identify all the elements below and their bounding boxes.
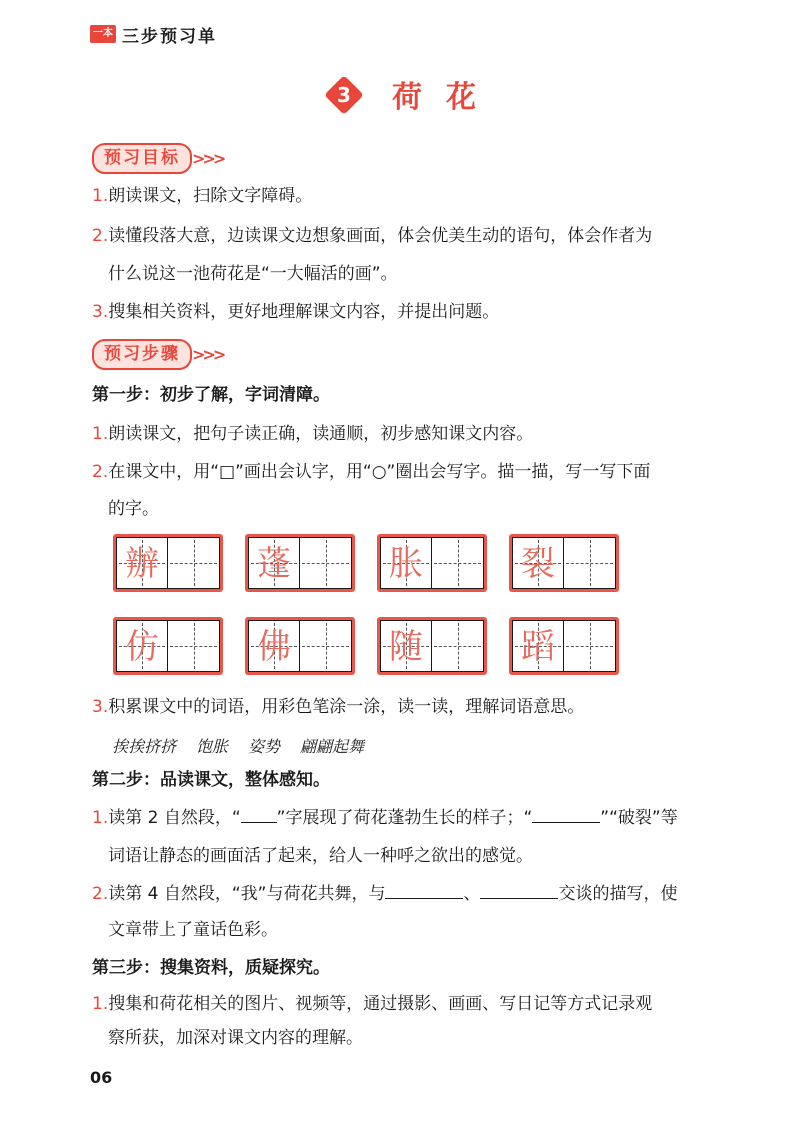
writing-grid[interactable] xyxy=(245,534,355,592)
goal-item-3: 3.搜集相关资料，更好地理解课文内容，并提出问题。 xyxy=(92,302,500,322)
vocab-list xyxy=(112,734,364,757)
trace-character: 蹈 xyxy=(521,627,555,667)
answer-blank[interactable] xyxy=(241,806,277,823)
writing-grid[interactable] xyxy=(377,534,487,592)
writing-grid[interactable] xyxy=(377,617,487,675)
steps-section-header xyxy=(92,339,223,370)
trace-character: 随 xyxy=(389,627,423,667)
goals-tag: 预习目标 xyxy=(92,143,192,174)
chevrons-icon: >>> xyxy=(192,345,224,364)
goals-section-header xyxy=(92,143,223,174)
step1-title: 第一步：初步了解，字词清障。 xyxy=(92,385,330,405)
vocab-item[interactable]: 饱胀 xyxy=(196,737,229,756)
goal-item-1: 1.朗读课文，扫除文字障碍。 xyxy=(92,186,313,206)
steps-tag: 预习步骤 xyxy=(92,339,192,370)
trace-character: 佛 xyxy=(257,627,291,667)
trace-character: 裂 xyxy=(521,544,555,584)
answer-blank[interactable] xyxy=(532,806,600,823)
vocab-item[interactable]: 挨挨挤挤 xyxy=(112,737,177,756)
step1-item-2: 2.在课文中，用“□”画出会认字，用“○”圈出会写字。描一描，写一写下面 xyxy=(92,462,651,482)
step1-item-2-line2: 的字。 xyxy=(108,499,159,519)
goal-item-2-line2: 什么说这一池荷花是“一大幅活的画”。 xyxy=(108,264,398,284)
goal-item-2: 2.读懂段落大意，边读课文边想象画面，体会优美生动的语句，体会作者为 xyxy=(92,226,653,246)
step3-item-1-line2: 察所获，加深对课文内容的理解。 xyxy=(108,1028,363,1048)
page-number: 06 xyxy=(90,1068,113,1087)
writing-grid[interactable] xyxy=(113,617,223,675)
brand-logo: 一本 xyxy=(90,25,116,43)
answer-blank[interactable] xyxy=(385,882,463,899)
writing-grid[interactable] xyxy=(245,617,355,675)
step2-item-2-line2: 文章带上了童话色彩。 xyxy=(108,920,278,940)
vocab-item[interactable]: 姿势 xyxy=(248,737,281,756)
lesson-title: 荷花 xyxy=(392,80,500,115)
trace-character: 胀 xyxy=(389,544,423,584)
header-title: 三步预习单 xyxy=(122,27,217,47)
chevrons-icon: >>> xyxy=(192,149,224,168)
writing-grid[interactable] xyxy=(509,617,619,675)
trace-character: 蓬 xyxy=(257,544,291,584)
step2-item-1-line2: 词语让静态的画面活了起来，给人一种呼之欲出的感觉。 xyxy=(108,846,533,866)
writing-grid[interactable] xyxy=(509,534,619,592)
answer-blank[interactable] xyxy=(480,882,558,899)
lesson-number: 3 xyxy=(337,83,351,107)
step1-item-1: 1.朗读课文，把句子读正确，读通顺，初步感知课文内容。 xyxy=(92,424,534,444)
trace-character: 仿 xyxy=(125,627,159,667)
lesson-number-badge xyxy=(324,75,364,115)
step2-item-2: 2.读第 4 自然段，“我”与荷花共舞，与 、 交谈的描写，使 xyxy=(92,884,678,904)
step3-title: 第三步：搜集资料，质疑探究。 xyxy=(92,958,330,978)
trace-character: 辦 xyxy=(125,544,159,584)
writing-grid[interactable] xyxy=(113,534,223,592)
step3-item-1: 1.搜集和荷花相关的图片、视频等，通过摄影、画画、写日记等方式记录观 xyxy=(92,994,653,1014)
vocab-item[interactable]: 翩翩起舞 xyxy=(300,737,365,756)
step2-title: 第二步：品读课文，整体感知。 xyxy=(92,770,330,790)
step1-item-3: 3.积累课文中的词语，用彩色笔涂一涂，读一读，理解词语意思。 xyxy=(92,697,585,717)
step2-item-1: 1.读第 2 自然段，“ ”字展现了荷花蓬勃生长的样子；“ ”“破裂”等 xyxy=(92,808,678,828)
